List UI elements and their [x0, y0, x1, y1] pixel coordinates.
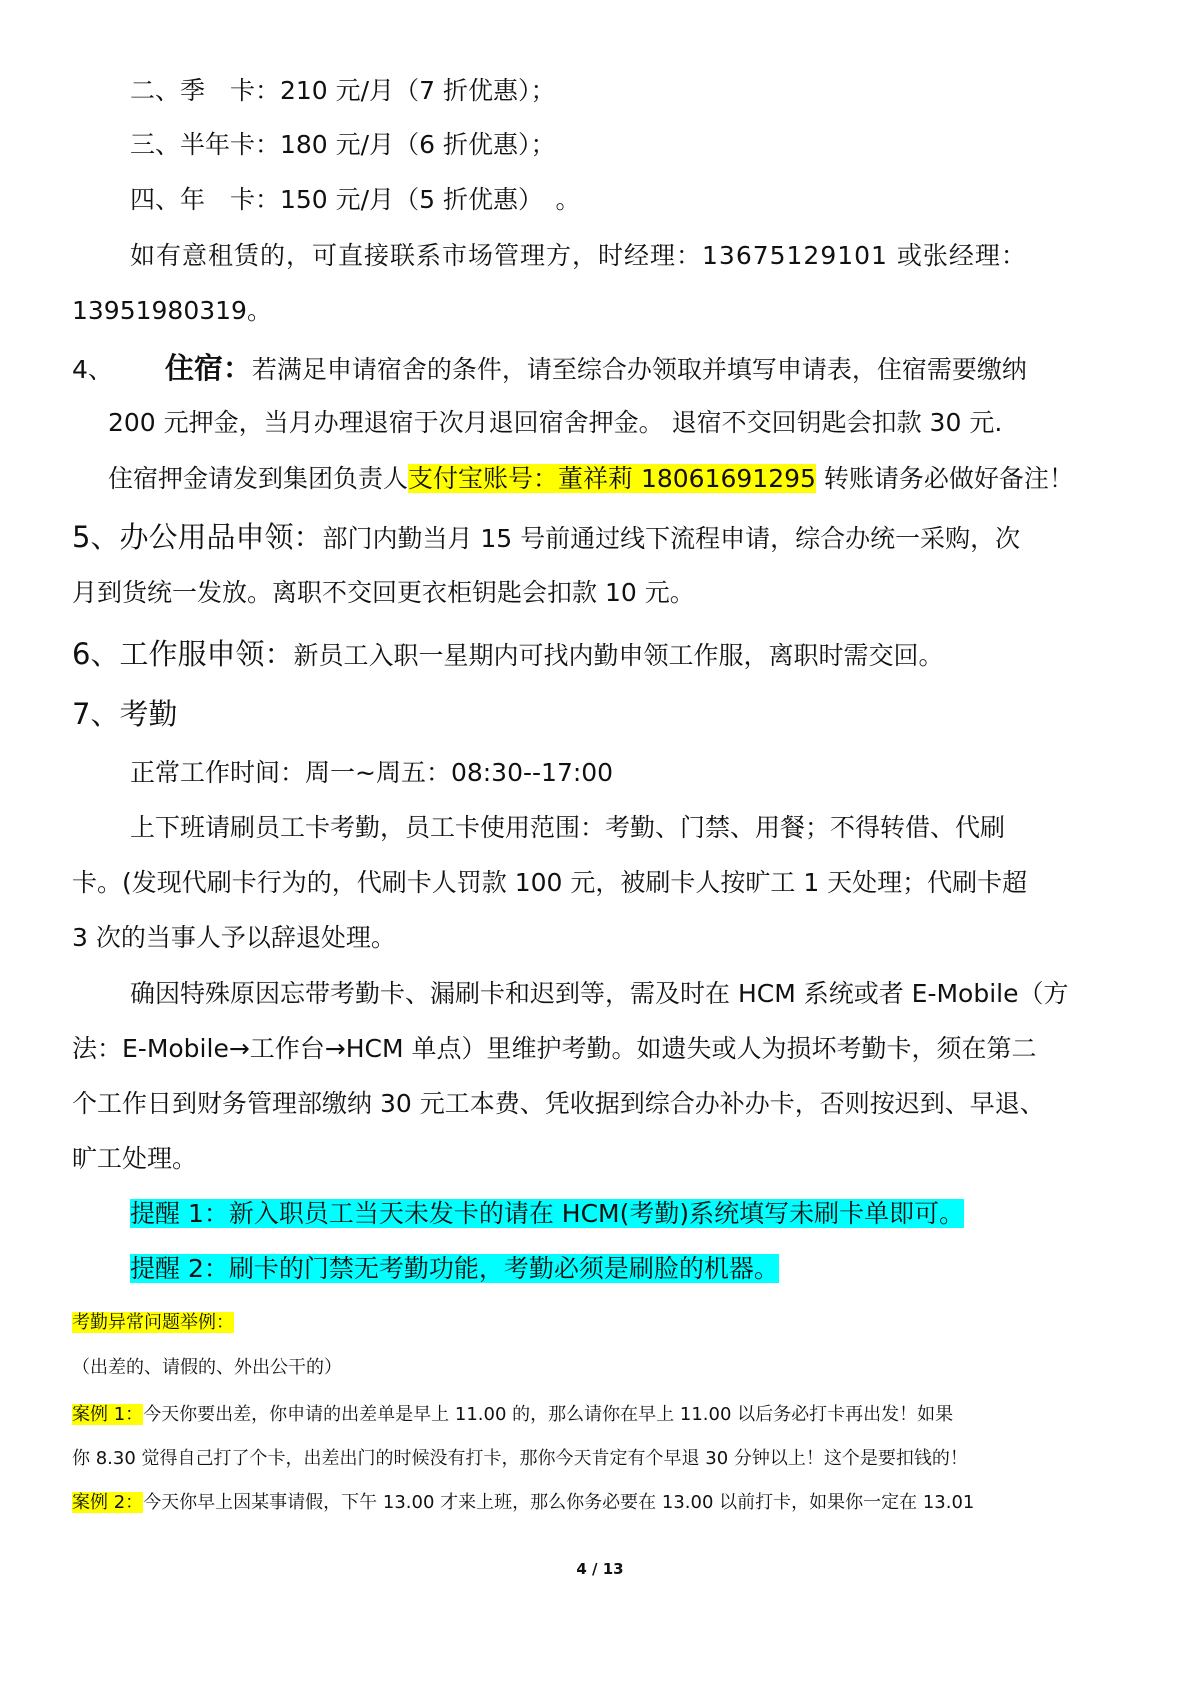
case-1-line-1 [72, 1402, 953, 1428]
attendance-p1-line-1: 上下班请刷员工卡考勤，员工卡使用范围：考勤、门禁、用餐；不得转借、代刷 [130, 813, 1006, 842]
reminder-1-highlight: 提醒 1：新入职员工当天未发卡的请在 HCM(考勤)系统填写未刷卡单即可。 [130, 1199, 965, 1228]
section-4-line-1: 若满足申请宿舍的条件，请至综合办领取并填写申请表，住宿需要缴纳 [251, 355, 1027, 384]
section-5 [72, 518, 1020, 556]
examples-heading [72, 1310, 234, 1336]
reminder-2-highlight: 提醒 2：刷卡的门禁无考勤功能，考勤必须是刷脸的机器。 [130, 1254, 779, 1283]
pricing-half-year: 三、半年卡：180 元/月（6 折优惠）； [130, 130, 556, 159]
section-5-title: 5、办公用品申领： [72, 520, 323, 554]
section-7-title: 7、考勤 [72, 697, 178, 731]
attendance-p2-line-3: 个工作日到财务管理部缴纳 30 元工本费、凭收据到综合办补办卡，否则按迟到、早退、 [72, 1089, 1045, 1118]
case-1-line-2: 你 8.30 觉得自己打了个卡，出差出门的时候没有打卡，那你今天肯定有个早退 30 分钟以上！这个是要扣钱的！ [72, 1448, 968, 1469]
section-5-line-1: 部门内勤当月 15 号前通过线下流程申请，综合办统一采购，次 [322, 524, 1021, 553]
attendance-p2-line-1: 确因特殊原因忘带考勤卡、漏刷卡和迟到等，需及时在 HCM 系统或者 E-Mobile（方 [130, 979, 1069, 1008]
page-number: 4 / 13 [576, 1560, 624, 1578]
section-4 [72, 349, 1027, 387]
case-2-label: 案例 2： [72, 1492, 144, 1513]
case-2-text: 今天你早上因某事请假，下午 13.00 才来上班，那么你务必要在 13.00 以前打卡，如果你一定在 13.01 [143, 1492, 975, 1513]
contact-line-1: 如有意租赁的，可直接联系市场管理方，时经理：13675129101 或张经理： [130, 241, 1027, 270]
pricing-quarter: 二、季 卡：210 元/月（7 折优惠）； [130, 76, 556, 105]
reminder-1 [130, 1197, 964, 1231]
section-5-line-2: 月到货统一发放。离职不交回更衣柜钥匙会扣款 10 元。 [72, 578, 695, 607]
case-1-label: 案例 1： [72, 1404, 144, 1425]
examples-heading-highlight: 考勤异常问题举例： [72, 1312, 234, 1333]
attendance-p1-line-3: 3 次的当事人予以辞退处理。 [72, 923, 396, 952]
deposit-suffix: 转账请务必做好备注！ [815, 464, 1074, 493]
reminder-2 [130, 1252, 779, 1286]
examples-note: （出差的、请假的、外出公干的） [72, 1357, 342, 1378]
section-4-number: 4、 [72, 355, 113, 384]
section-4-line-3 [108, 462, 1074, 496]
deposit-prefix: 住宿押金请发到集团负责人 [108, 464, 409, 493]
case-2-line-1 [72, 1490, 974, 1516]
case-1-text: 今天你要出差，你申请的出差单是早上 11.00 的，那么请你在早上 11.00 以后务必打卡再出发！如果 [143, 1404, 954, 1425]
attendance-p2-line-2: 法：E-Mobile→工作台→HCM 单点）里维护考勤。如遗失或人为损坏考勤卡，须在第二 [72, 1034, 1037, 1063]
alipay-account-highlight: 支付宝账号：董祥莉 18061691295 [408, 464, 816, 493]
work-hours: 正常工作时间：周一~周五：08:30--17:00 [130, 758, 614, 787]
section-6-text: 新员工入职一星期内可找内勤申领工作服，离职时需交回。 [293, 641, 944, 670]
section-4-line-2: 200 元押金，当月办理退宿于次月退回宿舍押金。 退宿不交回钥匙会扣款 30 元. [108, 408, 1003, 437]
section-6 [72, 635, 943, 673]
contact-line-2: 13951980319。 [72, 296, 272, 325]
attendance-p2-line-4: 旷工处理。 [72, 1144, 198, 1173]
pricing-year: 四、年 卡：150 元/月（5 折优惠） 。 [130, 185, 581, 214]
attendance-p1-line-2: 卡。(发现代刷卡行为的，代刷卡人罚款 100 元，被刷卡人按旷工 1 天处理；代刷卡超 [72, 868, 1028, 897]
section-6-title: 6、工作服申领： [72, 637, 294, 671]
section-4-title: 住宿： [164, 351, 252, 385]
